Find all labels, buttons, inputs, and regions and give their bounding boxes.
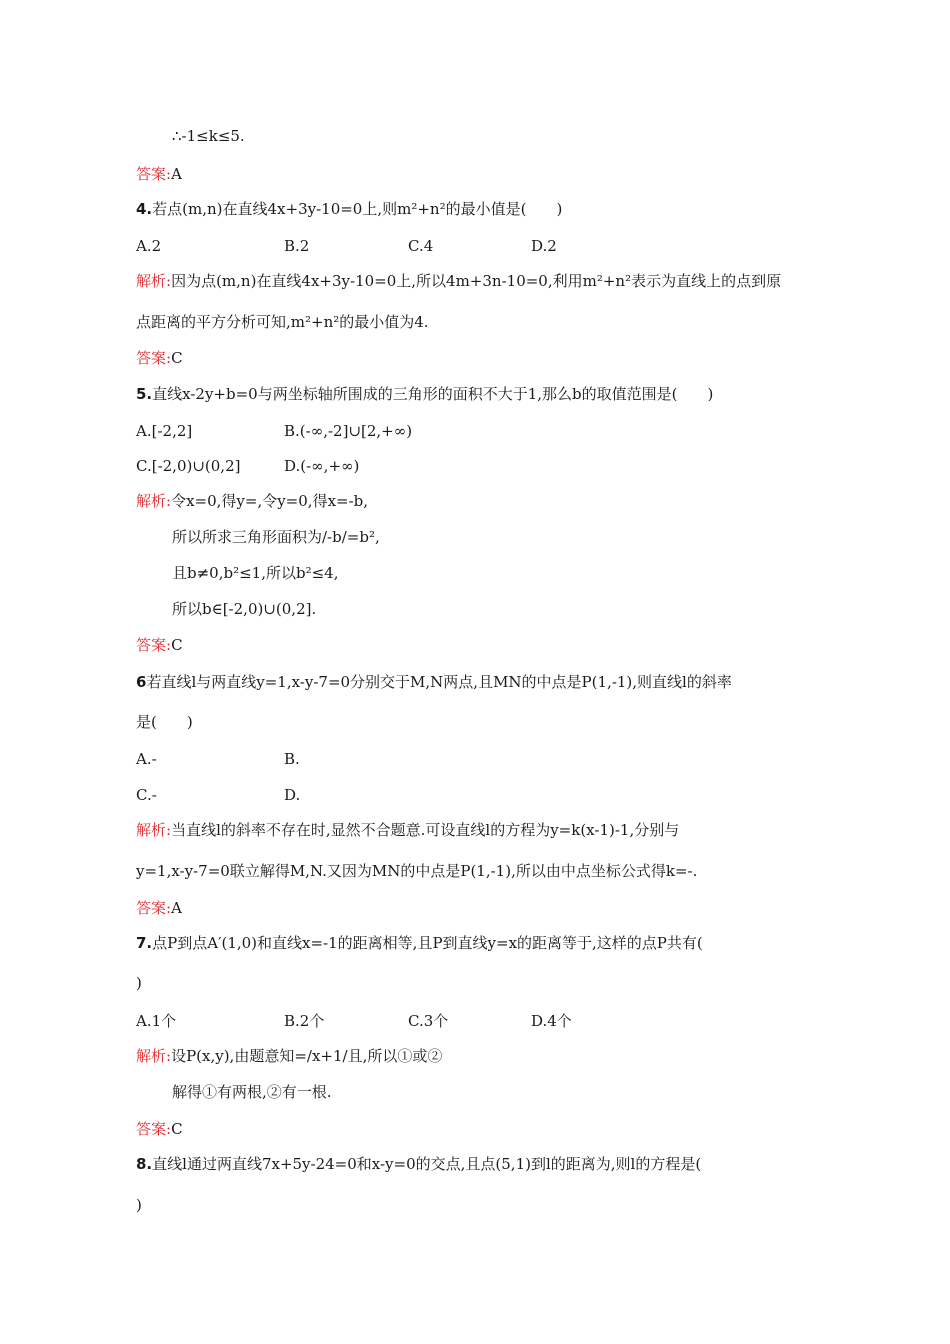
question-text: 若点(m,n)在直线4x+3y-10=0上,则m²+n²的最小值是( )	[152, 200, 563, 218]
solution-label: 解析:	[136, 272, 172, 290]
solution-label: 解析:	[136, 1047, 172, 1065]
option-a: A.[-2,2]	[136, 422, 193, 440]
question-8	[136, 1154, 701, 1174]
option-a: A.1个	[136, 1012, 177, 1030]
question-text: 是( )	[136, 713, 193, 731]
option-c: C.4	[408, 237, 434, 255]
option-c: C.[-2,0)∪(0,2]	[136, 457, 241, 475]
option-d: D.2	[531, 237, 557, 255]
question-text: 直线l通过两直线7x+5y-24=0和x-y=0的交点,且点(5,1)到l的距离为,则l的方程是(	[152, 1155, 702, 1173]
answer-line-q4	[136, 348, 183, 368]
solution-q4	[136, 271, 781, 291]
option-a: A.-	[136, 750, 157, 768]
option-d: D.	[284, 786, 301, 804]
question-text: 若直线l与两直线y=1,x-y-7=0分别交于M,N两点,且MN的中点是P(1,-1),则直线l的斜率	[146, 673, 732, 691]
solution-text: 当直线l的斜率不存在时,显然不合题意.可设直线l的方程为y=k(x-1)-1,分别与	[171, 821, 680, 839]
solution-text: 所以b∈[-2,0)∪(0,2].	[172, 600, 317, 618]
options-q5-row1	[136, 421, 836, 441]
answer-line-q3	[136, 164, 182, 184]
option-b: B.2	[284, 237, 310, 255]
answer-value: C	[171, 1120, 183, 1138]
question-number: 4.	[136, 200, 153, 218]
answer-value: C	[171, 636, 183, 654]
answer-value: A	[171, 899, 182, 917]
question-7	[136, 933, 703, 953]
answer-value: C	[171, 349, 183, 367]
math-text: ∴-1≤k≤5.	[172, 127, 245, 145]
option-b: B.2个	[284, 1012, 325, 1030]
solution-text: y=1,x-y-7=0联立解得M,N.又因为MN的中点是P(1,-1),所以由中点坐标公式得k=-.	[136, 862, 698, 880]
solution-text: 且b≠0,b²≤1,所以b²≤4,	[172, 564, 339, 582]
solution-line	[172, 126, 245, 146]
question-text: 点P到点A′(1,0)和直线x=-1的距离相等,且P到直线y=x的距离等于,这样的点P共有(	[152, 934, 703, 952]
question-4	[136, 199, 562, 219]
options-q6-row2	[136, 785, 836, 805]
answer-line-q7	[136, 1119, 183, 1139]
option-d: D.(-∞,+∞)	[284, 457, 360, 475]
option-a: A.2	[136, 237, 162, 255]
solution-q7-line2	[172, 1082, 332, 1102]
answer-value: A	[171, 165, 182, 183]
question-number: 8.	[136, 1155, 153, 1173]
question-7-cont	[136, 973, 142, 993]
options-q5-row2	[136, 456, 836, 476]
solution-q5	[136, 491, 368, 511]
question-5	[136, 384, 713, 404]
question-6-cont	[136, 712, 193, 732]
answer-label: 答案:	[136, 1120, 172, 1138]
answer-label: 答案:	[136, 899, 172, 917]
question-number: 6	[136, 673, 147, 691]
solution-text: 因为点(m,n)在直线4x+3y-10=0上,所以4m+3n-10=0,利用m²+n²表示为直线上的点到原	[171, 272, 782, 290]
solution-q5-line4	[172, 599, 316, 619]
option-c: C.3个	[408, 1012, 449, 1030]
solution-label: 解析:	[136, 492, 172, 510]
answer-label: 答案:	[136, 349, 172, 367]
question-number: 5.	[136, 385, 153, 403]
question-text: )	[136, 1196, 142, 1214]
solution-q6	[136, 820, 679, 840]
solution-text: 令x=0,得y=,令y=0,得x=-b,	[171, 492, 369, 510]
answer-line-q5	[136, 635, 183, 655]
solution-text: 所以所求三角形面积为/-b/=b²,	[172, 528, 380, 546]
solution-label: 解析:	[136, 821, 172, 839]
solution-q5-line2	[172, 527, 380, 547]
question-8-cont	[136, 1195, 142, 1215]
options-q6-row1	[136, 749, 836, 769]
option-b: B.	[284, 750, 300, 768]
options-q7	[136, 1011, 836, 1031]
question-6	[136, 672, 732, 692]
solution-text: 设P(x,y),由题意知=/x+1/且,所以①或②	[171, 1047, 443, 1065]
question-text: )	[136, 974, 142, 992]
answer-label: 答案:	[136, 636, 172, 654]
question-number: 7.	[136, 934, 153, 952]
solution-q6-cont	[136, 861, 697, 881]
solution-text: 解得①有两根,②有一根.	[172, 1083, 332, 1101]
option-d: D.4个	[531, 1012, 572, 1030]
answer-label: 答案:	[136, 165, 172, 183]
solution-q5-line3	[172, 563, 338, 583]
solution-text: 点距离的平方分析可知,m²+n²的最小值为4.	[136, 313, 429, 331]
option-c: C.-	[136, 786, 157, 804]
option-b: B.(-∞,-2]∪[2,+∞)	[284, 422, 413, 440]
question-text: 直线x-2y+b=0与两坐标轴所围成的三角形的面积不大于1,那么b的取值范围是( )	[152, 385, 714, 403]
answer-line-q6	[136, 898, 182, 918]
options-q4	[136, 236, 836, 256]
solution-q7	[136, 1046, 442, 1066]
solution-q4-cont	[136, 312, 429, 332]
